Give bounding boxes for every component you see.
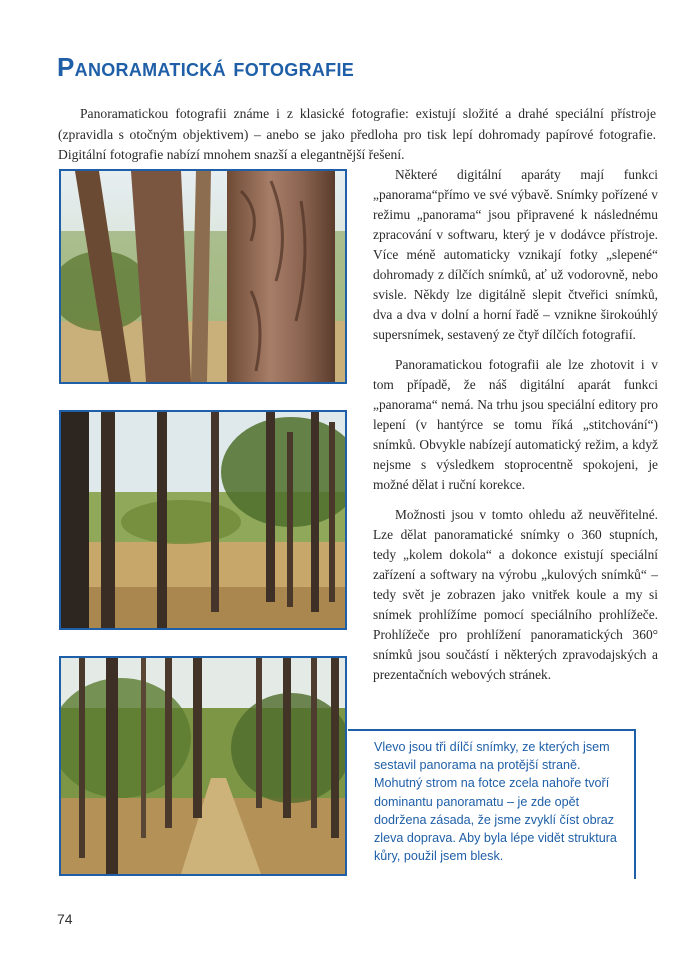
body-paragraph-1: Některé digitální aparáty mají funkci „panorama“přímo ve své výbavě. Snímky pořízené v režimu „panorama“ jsou připravené k následnému zpracování v softwaru, který je v dodávce přístroje. Více méně automaticky vznikají fotky „slepené“ dohromady z dílčích snímků, ať už vodorovně, nebo svisle. Někdy lze digitálně slepit čtveřici snímků, dva a dva v dolní a horní řadě – vznikne širokoúhlý supersnímek, sestavený ze čtyř dílčích fotografií. <box>373 167 658 342</box>
photo-tree-trunks <box>59 169 347 384</box>
intro-paragraph: Panoramatickou fotografii známe i z klasické fotografie: existují složité a drahé speciální přístroje (zpravidla s otočným objektivem) – anebo se jako předloha pro tisk lepí dohromady papírové fotografie. Digitální fotografie nabízí mnohem snazší a elegantnější řešení. <box>58 106 656 162</box>
caption-text: Vlevo jsou tři dílčí snímky, ze kterých jsem sestavil panorama na protější straně. Mohutný strom na fotce zcela nahoře tvoří dominantu panoramatu – je zde opět dodržena zásada, že jsme zvyklí číst obraz zleva doprava. Aby byla lépe vidět struktura kůry, použil jsem blesk. <box>374 740 617 864</box>
body-paragraph-2: Panoramatickou fotografii ale lze zhotovit i v tom případě, že náš digitální aparát funkci „panorama“ nemá. Na trhu jsou speciální editory pro lepení (v hantýrce se tomu říká „stitchování“) snímků. Obvykle nabízejí automatický režim, a když nejsme s výsledkem stoprocentně spokojeni, je možné dělat i ruční korekce. <box>373 357 658 492</box>
body-paragraph-3: Možnosti jsou v tomto ohledu až neuvěřitelné. Lze dělat panoramatické snímky o 360 stupních, tedy „kolem dokola“ a dokonce existují speciální zařízení a softwary na výrobu „kulových snímků“ – tedy svět je zobrazen jako vnitřek koule a my si snímek prohlížíme pomocí speciálního prohlížeče. Prohlížeče pro prohlížení panoramatických 360° snímků jsou součástí i některých zpravodajských a prezentačních webových stránek. <box>373 507 658 682</box>
page-title: Panoramatická fotografie <box>57 52 355 82</box>
body-text-column <box>373 165 658 695</box>
photo-tree-trunks-image <box>61 171 345 382</box>
photo-forest-clearing <box>59 410 347 630</box>
photo-forest-path-image <box>61 658 345 874</box>
page-number: 74 <box>57 911 73 927</box>
photo-forest-clearing-image <box>61 412 345 628</box>
photo-forest-path <box>59 656 347 876</box>
